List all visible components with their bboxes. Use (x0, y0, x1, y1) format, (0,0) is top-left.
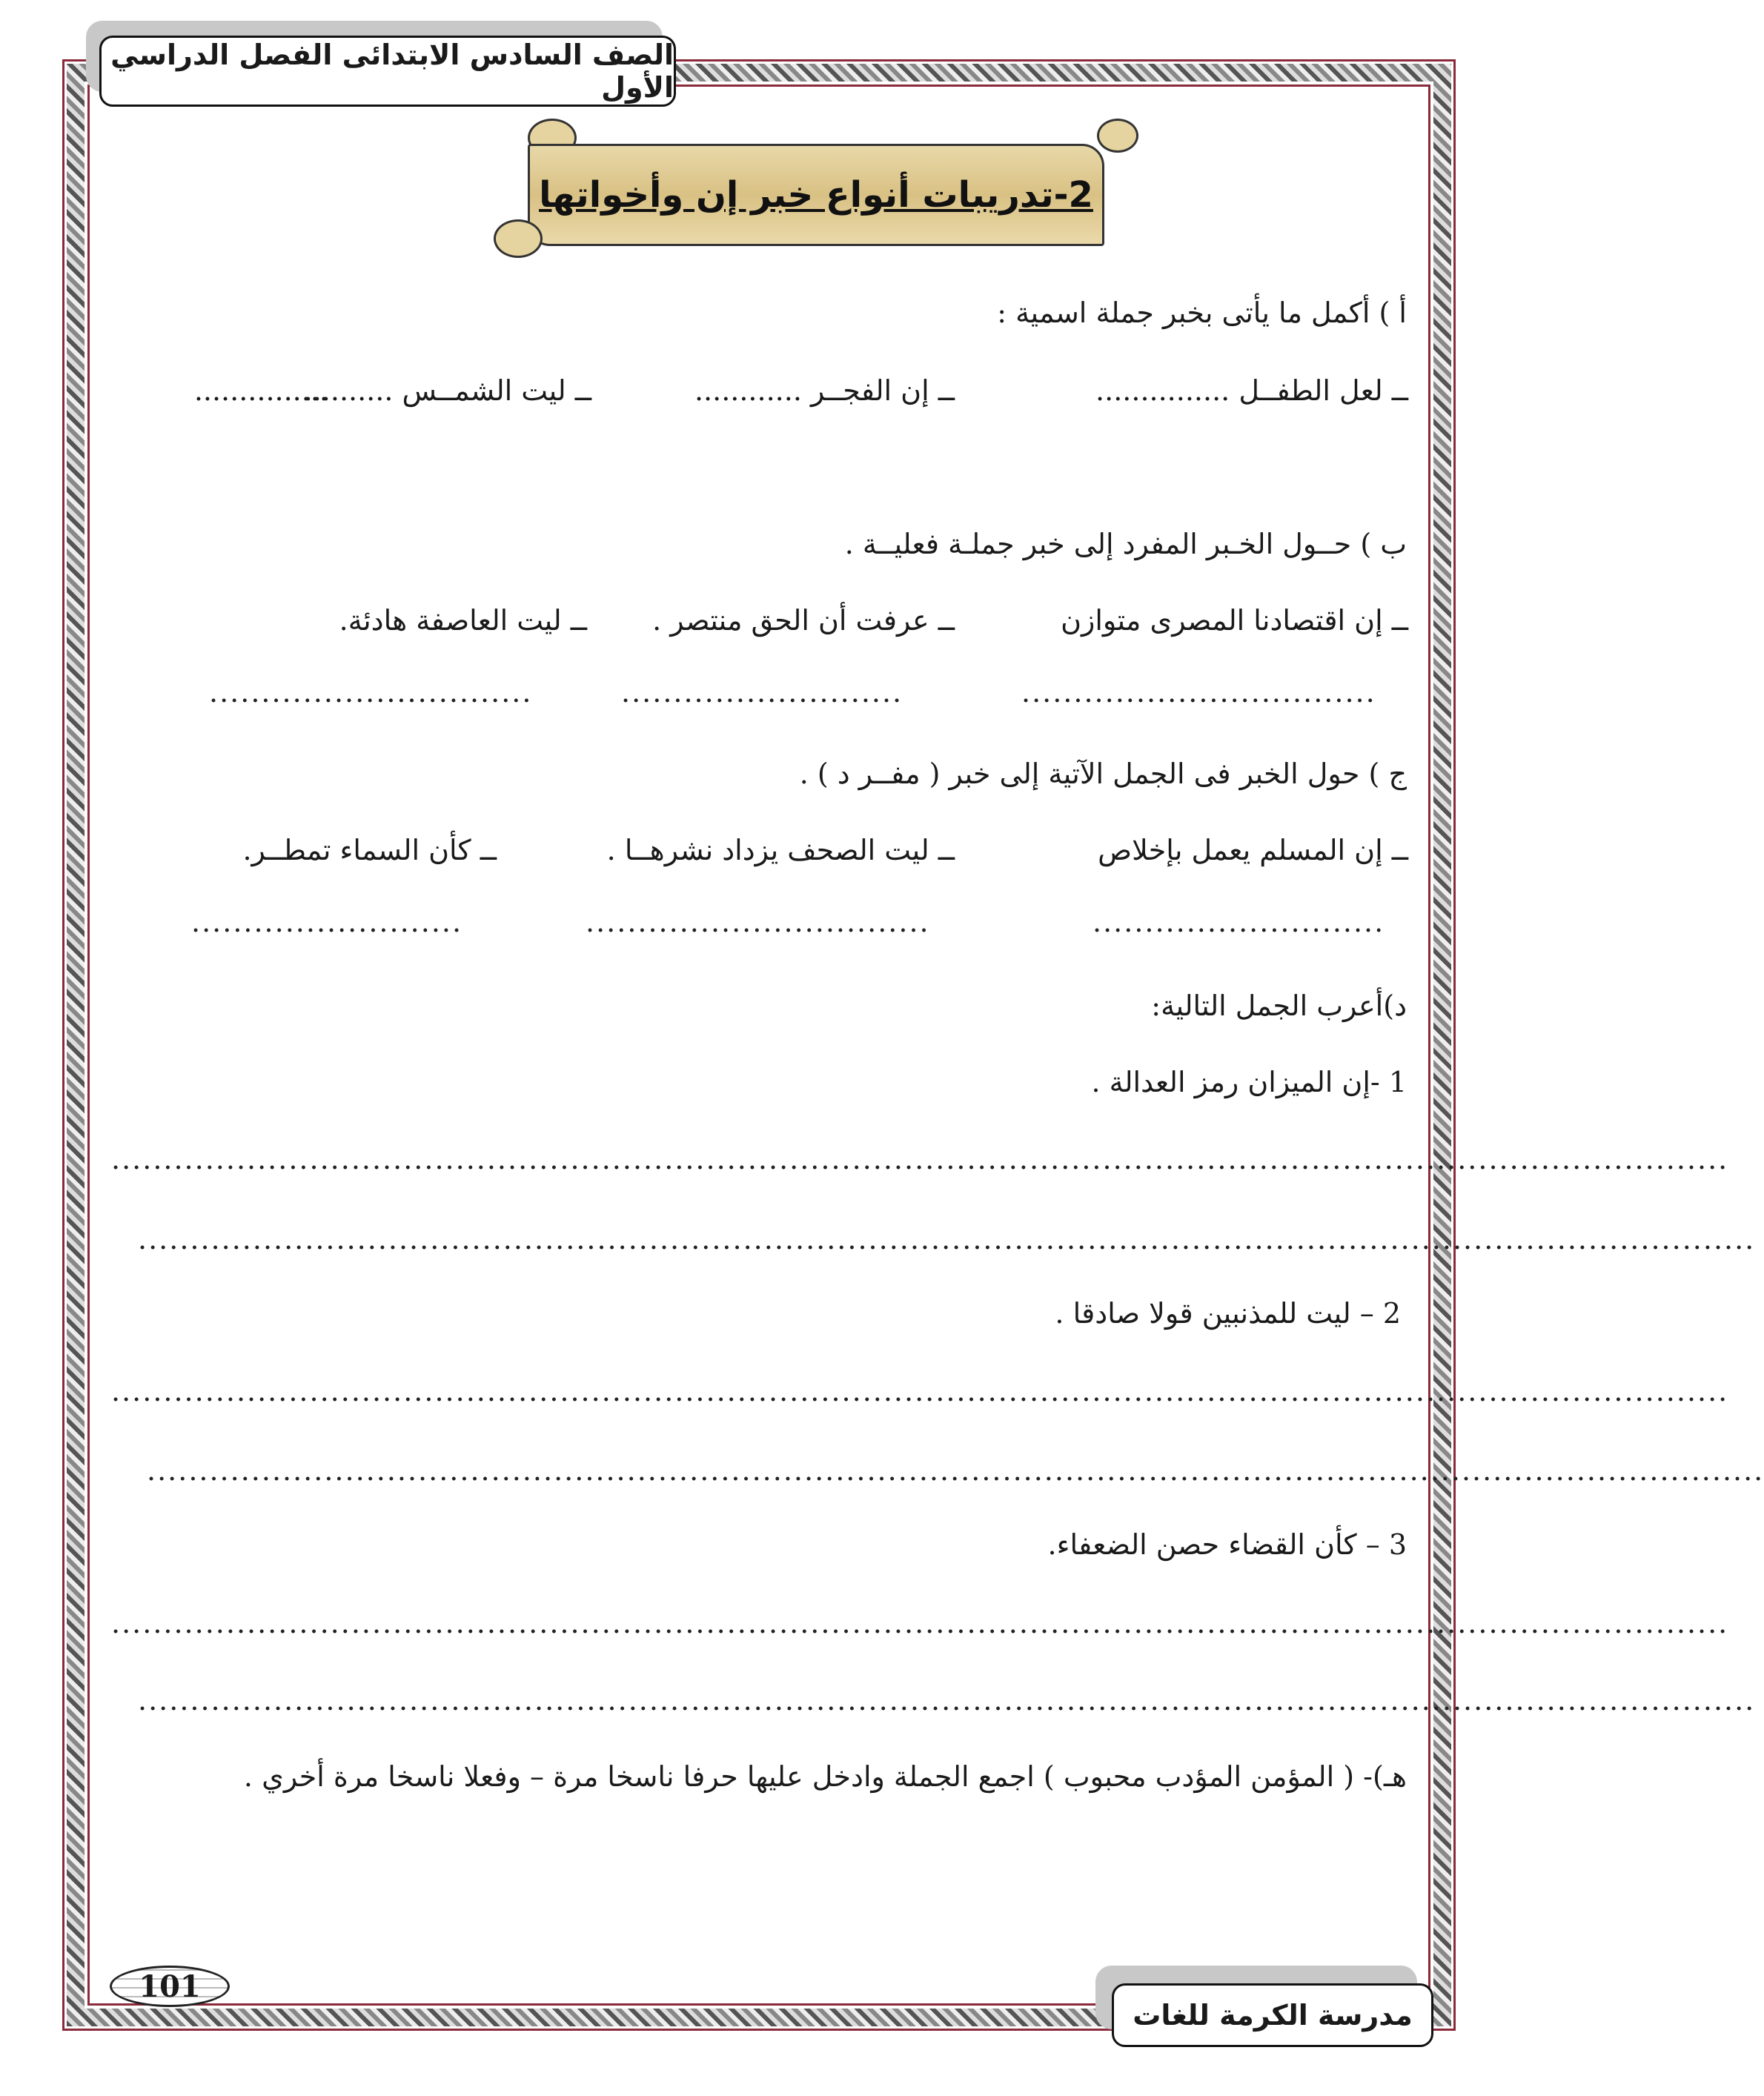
school-name: مدرسة الكرمة للغات (1112, 1983, 1433, 2047)
section-d-sentence-2: 2 – ليت للمذنبين قولا صادقا . (1055, 1297, 1401, 1330)
scroll-curl-bottom (494, 219, 543, 258)
section-d-answer-line-2b: ........................................................................................................................................................... (147, 1454, 1764, 1487)
section-d-answer-line-3b: ........................................................................................................................................................... (138, 1684, 1756, 1717)
section-b-answer-1: .................................. (1021, 676, 1376, 709)
section-d-answer-line-1a: ........................................................................................................................................................... (111, 1143, 1729, 1175)
section-c-item-2: ــ ليت الصحف يزداد نشرهــا . (606, 834, 955, 866)
section-b-item-2: ــ عرفت أن الحق منتصر . (652, 604, 955, 637)
section-b-answer-2: ........................... (621, 676, 903, 709)
section-a-item-3: ــ ليت الشمــس .......... (303, 374, 591, 407)
section-a-item-1: ــ لعل الطفــل ............... (1095, 374, 1408, 407)
section-e-instruction: هـ)- ( المؤمن المؤدب محبوب ) اجمع الجملة وادخل عليها حرفا ناسخا مرة – وفعلا ناسخا مرة أخري . (243, 1760, 1407, 1793)
section-b-item-3: ــ ليت العاصفة هادئة. (339, 604, 587, 637)
lesson-title: 2-تدريبات أنواع خبر إن وأخواتها (539, 174, 1093, 216)
section-c-item-3: ــ كأن السماء تمطــر. (242, 834, 497, 866)
lesson-title-banner (528, 144, 1104, 246)
section-c-instruction: ج ) حول الخبر فى الجمل الآتية إلى خبر ( مفــر د ) . (799, 757, 1407, 790)
section-d-answer-line-3a: ........................................................................................................................................................... (111, 1607, 1729, 1639)
section-c-answer-1: ............................ (1092, 906, 1385, 938)
page-number-badge (110, 1966, 230, 2007)
section-b-instruction: ب ) حــول الخـبر المفرد إلى خبر جملـة فعليــة . (844, 528, 1407, 560)
section-d-answer-line-1b: ........................................................................................................................................................... (138, 1223, 1756, 1256)
grade-label: الصف السادس الابتدائى الفصل الدراسي الأول (99, 36, 676, 107)
section-d-answer-line-2a: ........................................................................................................................................................... (111, 1375, 1729, 1407)
section-b-item-1: ــ إن اقتصادنا المصرى متوازن (1061, 604, 1408, 637)
section-a-item-4: ............... (193, 374, 328, 407)
section-d-sentence-3: 3 – كأن القضاء حصن الضعفاء. (1047, 1528, 1407, 1561)
scroll-curl-top-right (1097, 119, 1138, 153)
page-number: 101 (139, 1969, 201, 2004)
section-a-item-2: ــ إن الفجــر ............ (694, 374, 955, 407)
page-frame-inner (87, 84, 1764, 2006)
section-a-instruction: أ ) أكمل ما يأتى بخبر جملة اسمية : (997, 296, 1407, 329)
section-c-answer-2: ................................. (586, 906, 930, 938)
section-d-sentence-1: 1 -إن الميزان رمز العدالة . (1091, 1066, 1407, 1098)
section-b-answer-3: ............................... (209, 676, 533, 709)
section-c-answer-3: .......................... (191, 906, 463, 938)
section-d-instruction: د)أعرب الجمل التالية: (1151, 989, 1407, 1022)
section-c-item-1: ــ إن المسلم يعمل بإخلاص (1098, 834, 1408, 866)
